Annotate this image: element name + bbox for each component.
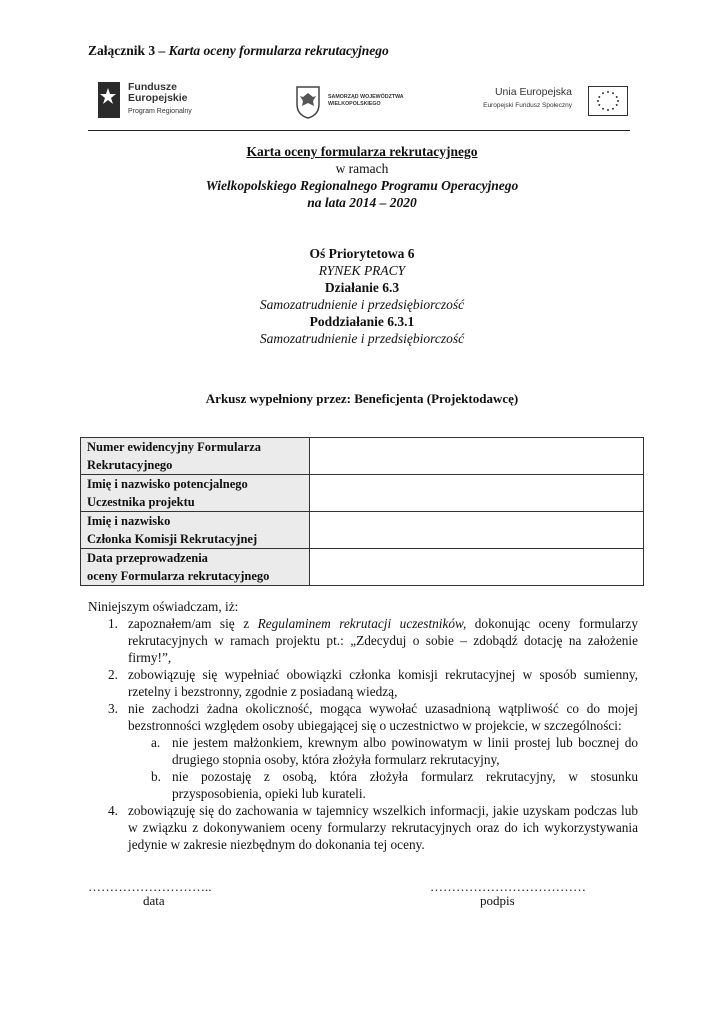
action-name: Samozatrudnienie i przedsiębiorczość: [259, 297, 465, 312]
program-name: Wielkopolskiego Regionalnego Programu Operacyjnego: [205, 178, 519, 193]
row-label-line1: Data przeprowadzenia: [87, 551, 208, 565]
committee-member-field[interactable]: [310, 512, 644, 549]
item-number: 4.: [108, 803, 118, 818]
row-label-line2: Członka Komisji Rekrutacyjnej: [87, 532, 258, 546]
item-number: 3.: [108, 701, 118, 716]
item-number: 1.: [108, 616, 118, 631]
filled-by: Arkusz wypełniony przez: Beneficjenta (Projektodawcę): [205, 391, 519, 406]
row-label-line2: oceny Formularza rekrutacyjnego: [87, 569, 270, 583]
title-block: [0, 143, 724, 211]
attachment-prefix: Załącznik 3 –: [88, 43, 166, 58]
row-label: [81, 475, 310, 512]
declaration-item-2: zobowiązuję się wypełniać obowiązki członka komisji rekrutacyjnej w sposób sumienny, rzetelny i bezstronny, zgodnie z posiadaną wiedzą,: [128, 667, 638, 699]
declaration-item-3: nie zachodzi żadna okoliczność, mogąca wywołać uzasadnioną wątpliwość co do mojej bezstronności względem osoby ubiegającej się o uczestnictwo w projekcie, w szczególności:: [128, 701, 638, 733]
declaration-intro: Niniejszym oświadczam, iż:: [88, 599, 239, 614]
ue-line2: Europejski Fundusz Społeczny: [483, 102, 572, 109]
evaluation-date-field[interactable]: [310, 549, 644, 586]
table-row: [81, 549, 644, 586]
subitem-letter: b.: [151, 769, 161, 784]
priority-block: [0, 245, 724, 347]
signature-line[interactable]: ………………………………: [430, 879, 586, 894]
item1-regulation: Regulaminem rekrutacji uczestników,: [257, 616, 467, 631]
form-number-field[interactable]: [310, 438, 644, 475]
declaration-item-3b: nie pozostaję z osobą, która złożyła formularz rekrutacyjny, w stosunku przysposobienia, opieki lub kurateli.: [172, 769, 638, 801]
item-number: 2.: [108, 667, 118, 682]
samorzad-logo: [294, 82, 434, 122]
subitem-letter: a.: [151, 735, 161, 750]
title-line2: w ramach: [335, 161, 389, 176]
fe-line3: Program Regionalny: [128, 108, 192, 115]
row-label-line2: Rekrutacyjnego: [87, 458, 173, 472]
date-line[interactable]: ………………………..: [88, 879, 212, 894]
fe-star-icon: [96, 80, 124, 120]
row-label-line1: Numer ewidencyjny Formularza: [87, 440, 262, 454]
row-label: [81, 549, 310, 586]
samorzad-line1: SAMORZĄD WOJEWÓDZTWA: [328, 94, 404, 100]
program-period: na lata 2014 – 2020: [307, 195, 417, 210]
attachment-title: Karta oceny formularza rekrutacyjnego: [168, 43, 389, 58]
row-label: [81, 438, 310, 475]
signature-label: podpis: [480, 893, 515, 908]
priority-axis-name: RYNEK PRACY: [318, 263, 406, 278]
eagle-crest-icon: [294, 84, 322, 120]
priority-axis: Oś Priorytetowa 6: [309, 246, 415, 261]
ue-line1: Unia Europejska: [494, 86, 572, 98]
declaration-item-1: [128, 615, 638, 666]
eu-flag-icon: [588, 86, 628, 116]
samorzad-line2: WIELKOPOLSKIEGO: [328, 100, 381, 107]
fundusze-europejskie-logo: [96, 80, 216, 124]
attachment-header: [88, 43, 389, 59]
table-row: [81, 475, 644, 512]
subaction-name: Samozatrudnienie i przedsiębiorczość: [259, 331, 465, 346]
fe-line1: Fundusze: [128, 81, 177, 93]
action: Działanie 6.3: [324, 280, 400, 295]
row-label-line1: Imię i nazwisko: [87, 514, 171, 528]
row-label-line1: Imię i nazwisko potencjalnego: [87, 477, 248, 491]
unia-europejska-logo: [460, 80, 630, 124]
participant-name-field[interactable]: [310, 475, 644, 512]
declaration-item-4: zobowiązuję się do zachowania w tajemnicy wszelkich informacji, jakie uzyskam podczas lub w związku z dokonywaniem oceny formularzy rekrutacyjnych oraz do ich wykorzystywania jedynie w zakresie niezbędnym do dokonania tej oceny.: [128, 803, 638, 852]
table-row: [81, 438, 644, 475]
row-label-line2: Uczestnika projektu: [87, 495, 195, 509]
declaration-item-3a: nie jestem małżonkiem, krewnym albo powinowatym w linii prostej lub bocznej do drugiego stopnia osoby, która złożyła formularz rekrutacyjny,: [172, 735, 638, 767]
item1-text-c: dokonując oceny formularzy rekrutacyjnych w ramach projektu pt.: „Zdecyduj o sobie – zdobądź dotację na założenie firmy!”,: [128, 616, 638, 665]
subaction: Poddziałanie 6.3.1: [309, 314, 415, 329]
date-label: data: [143, 893, 165, 908]
evaluation-form-table: [80, 437, 644, 586]
fe-line2: Europejskie: [128, 92, 188, 104]
document-title: Karta oceny formularza rekrutacyjnego: [246, 144, 478, 159]
table-row: [81, 512, 644, 549]
logo-bar: [88, 78, 630, 131]
item1-text-a: zapoznałem/am się z: [128, 616, 258, 631]
row-label: [81, 512, 310, 549]
